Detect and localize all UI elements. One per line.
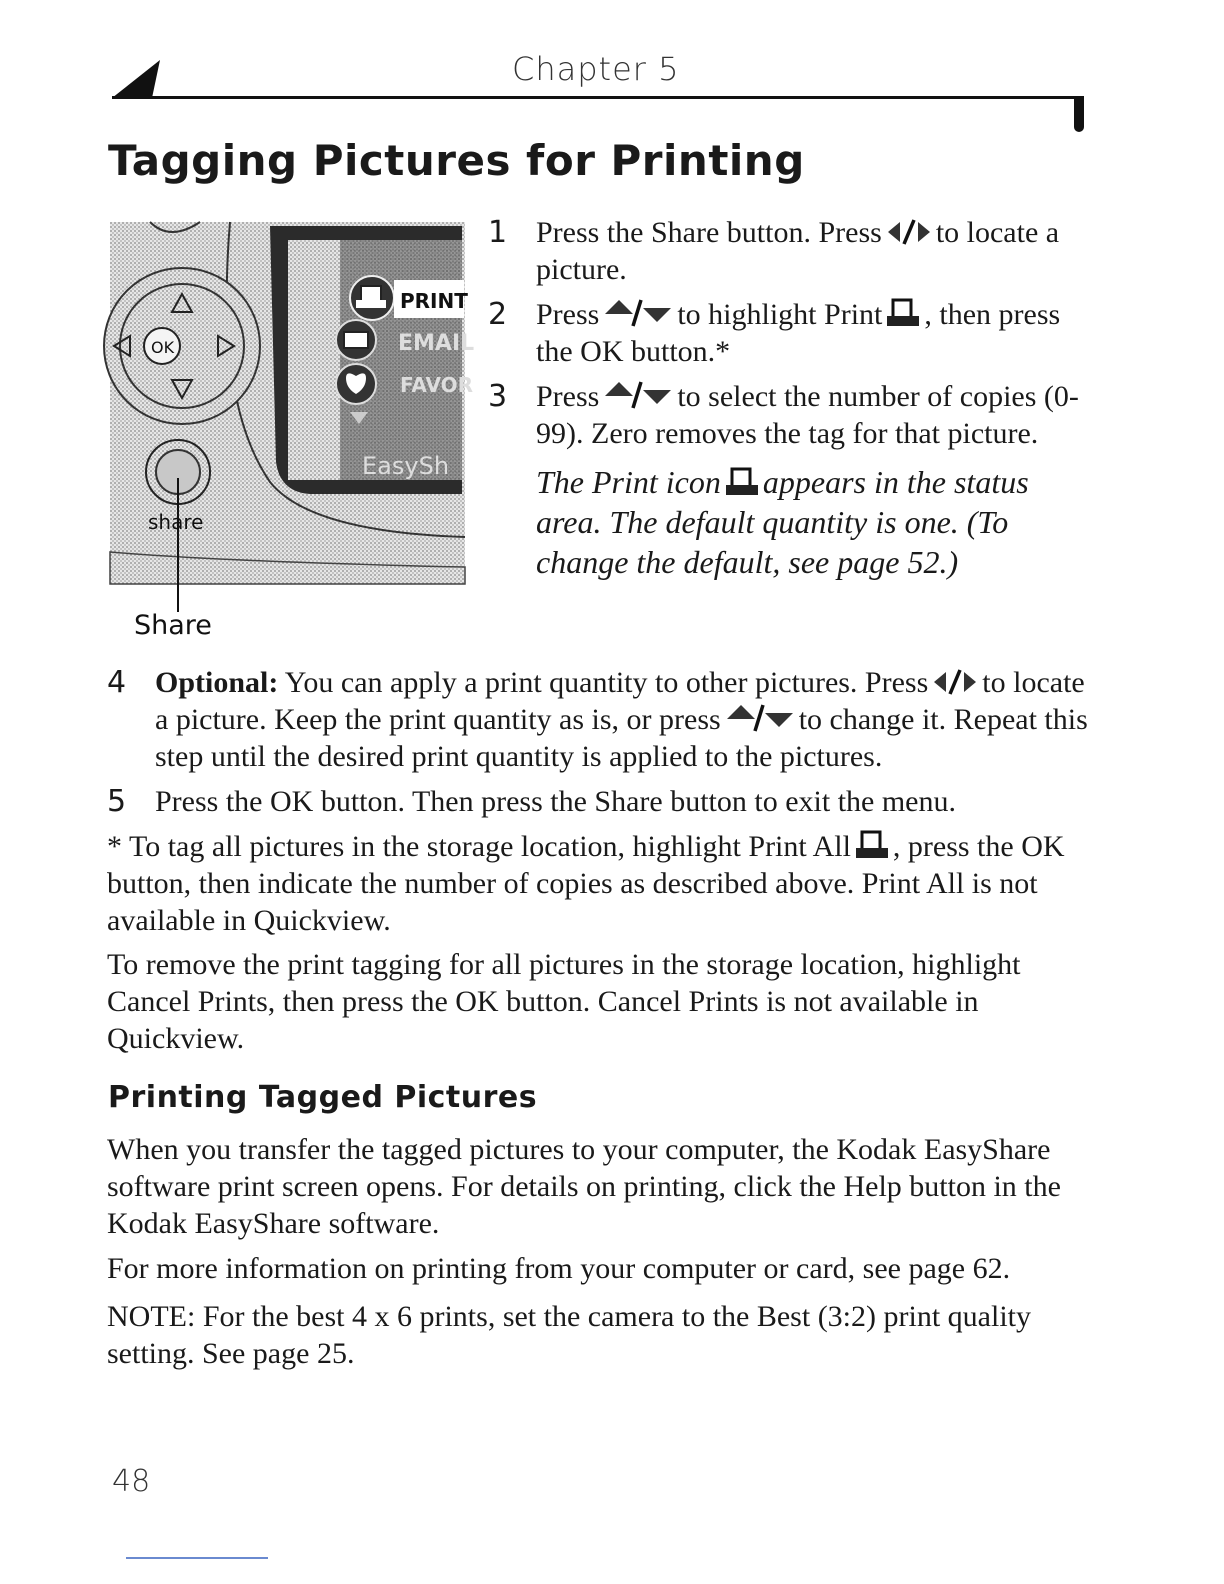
transfer-paragraph: When you transfer the tagged pictures to your computer, the Kodak EasyShare software print screen opens. For details on printing, click the Help button in the Kodak EasyShare software. [107,1133,1061,1240]
note [107,1298,1067,1372]
step-4: 4 Optional: You can apply a print quantity to other pictures. Press to locate a picture. Keep the print quantity as is, or press to change it. Repeat this step until the desired print quantity is applied to the pictures. [107,665,1088,773]
note-label: NOTE: [107,1300,196,1333]
step-number: 3 [488,379,508,414]
step-number: 4 [107,665,127,700]
header-wedge-icon [112,60,162,100]
step-number: 1 [488,215,508,250]
print-icon [725,467,759,497]
header-rule-cap [1074,96,1084,132]
page-number: 48 [112,1464,151,1499]
footnote: * To tag all pictures in the storage location, highlight Print All , press the OK button, then indicate the number of copies as described above. Print All is not available in Quickview. [107,830,1065,937]
share-button-caption: Share [134,610,212,641]
left-right-arrows-icon [886,218,932,246]
remove-tagging-paragraph: To remove the print tagging for all pictures in the storage location, highlight Cancel Prints, then press the OK button. Cancel Prints is not available in Quickview. [107,948,1021,1055]
ok-button-label: OK [151,338,175,357]
header-rule [112,96,1082,99]
section-heading: Printing Tagged Pictures [108,1080,538,1115]
step-1: 1 Press the Share button. Press to locate a picture. [488,215,1060,286]
up-down-arrows-icon [725,703,795,733]
step-number: 5 [107,784,127,819]
step-3: 3 Press to select the number of copies (0-99). Zero removes the tag for that picture. [488,379,1079,450]
screen-label-easyshare: EasySh [362,452,450,480]
step-number: 2 [488,297,508,332]
up-down-arrows-icon [603,380,673,410]
step-5: 5 Press the OK button. Then press the Share button to exit the menu. [107,784,956,819]
chapter-label: Chapter 5 [512,50,680,88]
screen-label-print: PRINT [400,289,468,313]
left-right-arrows-icon [932,668,978,696]
footer-rule [126,1557,268,1559]
note-text: For the best 4 x 6 prints, set the camera to the Best (3:2) print quality setting. See page 25. [107,1300,1031,1370]
more-info-paragraph: For more information on printing from your computer or card, see page 62. [107,1252,1011,1285]
step-2: 2 Press to highlight Print , then press the OK button.* [488,297,1061,368]
page-title: Tagging Pictures for Printing [108,136,805,185]
screen-label-favorites: FAVOR [400,373,474,397]
steps-top [488,214,1088,582]
print-icon [855,830,889,860]
optional-label: Optional: [155,666,279,699]
steps-bottom [107,664,1097,828]
print-icon [886,298,920,328]
share-button-label-small: share [148,510,204,534]
up-down-arrows-icon [603,298,673,328]
camera-illustration [110,222,475,642]
screen-label-email: EMAIL [398,331,475,356]
result-note: The Print icon appears in the status area. The default quantity is one. (To change the default, see page 52.) [536,464,1029,580]
